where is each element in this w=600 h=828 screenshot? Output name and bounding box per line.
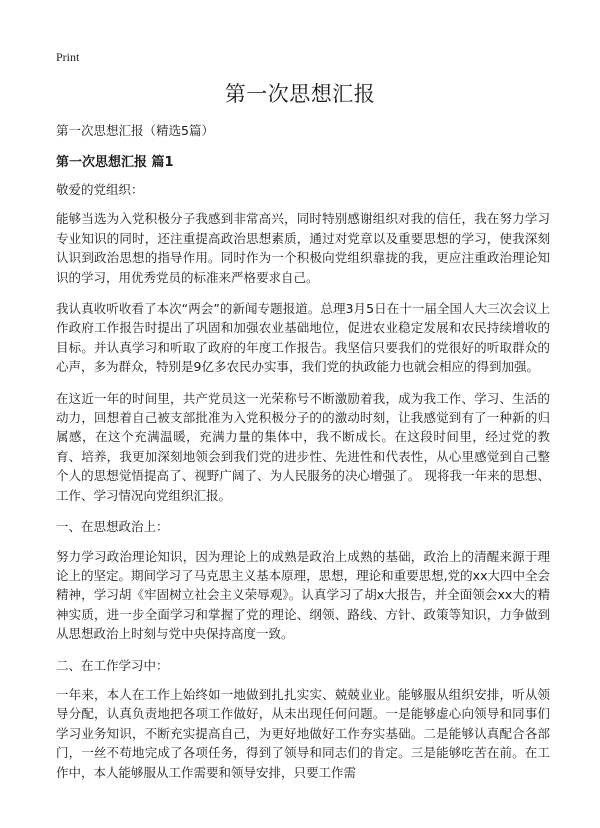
paragraph: 能够当选为入党积极分子我感到非常高兴，同时特别感谢组织对我的信任，我在努力学习专业知识的同时，还注重提高政治思想素质，通过对党章以及重要思想的学习，使我深刻认识到政治思想的指导作用。同时作为一个积极向党组织靠拢的我，更应注重政治理论知识的学习，用优秀党员的标准来严格要求自己。 <box>56 211 550 285</box>
page-title: 第一次思想汇报 <box>224 82 376 106</box>
subsection-heading: 一、在思想政治上： <box>56 519 169 535</box>
salutation: 敬爱的党组织： <box>56 182 144 197</box>
print-link[interactable]: Print <box>56 50 80 64</box>
section-heading: 第一次思想汇报 篇1 <box>56 155 174 170</box>
paragraph: 在这近一年的时间里，共产党员这一光荣称号不断激励着我，成为我工作、学习、生活的动力，回想着自己被支部批准为入党积极分子的的激动时刻，让我感觉到有了一种新的归属感，在这个充满温暖，充满力量的集体中，我不断成长。在这段时间里，经过党的教育、培养，我更加深刻地领会到我们党的进步性、先进性和代表性，从心里感觉到自己整个人的思想觉悟提高了、视野广阔了、为人民服务的决心增强了。 现将我一年来的思想、工作、学习情况向党组织汇报。 <box>56 390 550 503</box>
paragraph: 我认真收听收看了本次“两会”的新闻专题报道。总理3月5日在十一届全国人大三次会议上作政府工作报告时提出了巩固和加强农业基础地位，促进农业稳定发展和农民持续增收的目标。并认真学习和听取了政府的年度工作报告。我坚信只要我们的党很好的听取群众的心声，多为群众，特别是9亿多农民办实事，我们党的执政能力也就会相应的得到加强。 <box>56 301 550 375</box>
paragraph: 努力学习政治理论知识，因为理论上的成熟是政治上成熟的基础，政治上的清醒来源于理论上的坚定。期间学习了马克思主义基本原理，思想，理论和重要思想,党的xx大四中全会精神，学习胡《牢固树立社会主义荣辱观》。认真学习了胡x大报告，并全面领会xx大的精神实质，进一步全面学习和掌握了党的理论、纲领、路线、方针、政策等知识，力争做到从思想政治上时刻与党中央保持高度一致。 <box>56 548 550 642</box>
document-subtitle: 第一次思想汇报（精选5篇） <box>56 123 214 138</box>
subsection-heading: 二、在工作学习中： <box>56 657 169 673</box>
document-body <box>56 180 550 794</box>
paragraph: 一年来，本人在工作上始终如一地做到扎扎实实、兢兢业业。能够服从组织安排，听从领导分配，认真负责地把各项工作做好，从未出现任何问题。一是能够虚心向领导和同事们学习业务知识，不断充实提高自己，为更好地做好工作夯实基础。二是能够认真配合各部门，一丝不苟地完成了各项任务，得到了领导和同志们的肯定。三是能够吃苦在前。在工作中，本人能够服从工作需要和领导安排，只要工作需 <box>56 686 550 780</box>
